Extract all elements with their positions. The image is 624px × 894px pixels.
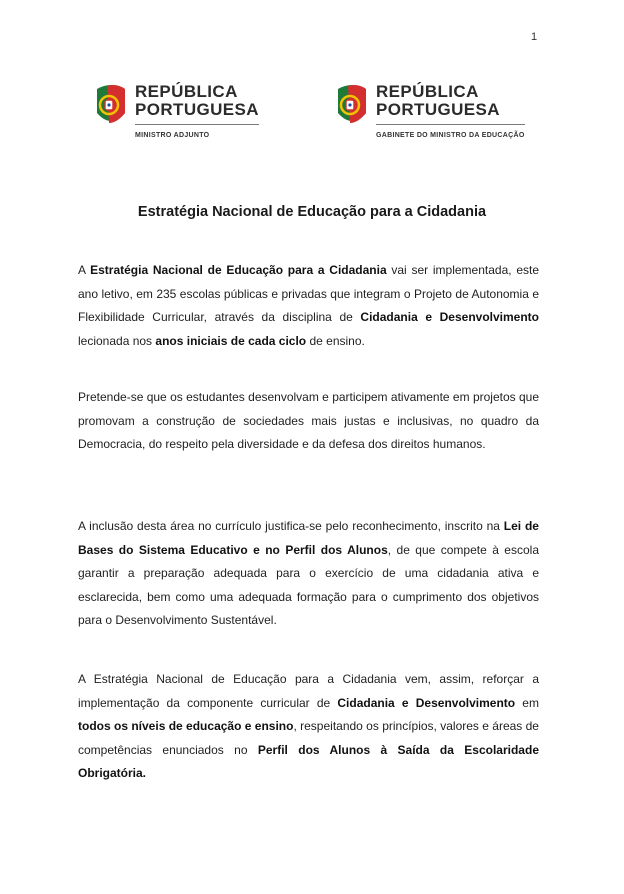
bold-run: Estratégia Nacional de Educação para a Cidadania [90, 263, 387, 277]
document-title: Estratégia Nacional de Educação para a Cidadania [137, 204, 487, 220]
logo-subtitle: MINISTRO ADJUNTO [135, 132, 210, 139]
bold-run: Cidadania e Desenvolvimento [337, 695, 516, 710]
page-number: 1 [531, 31, 538, 43]
text-run: de ensino. [306, 333, 365, 348]
logo-line-portuguesa: PORTUGUESA [376, 100, 500, 119]
text-run: lecionada nos [78, 333, 156, 348]
bold-run: todos os níveis de educação e ensino [78, 719, 294, 733]
bold-run: anos iniciais de cada ciclo [155, 333, 307, 348]
paragraph-1 [78, 259, 539, 353]
paragraph-3 [78, 515, 539, 633]
text-run: A Estratégia Nacional de Educação para a Cidadania vem, assim, reforçar a implementação da componente curricular de [78, 672, 539, 710]
bold-run: Lei de Bases do Sistema Educativo e no Perfil dos Alunos [78, 519, 539, 557]
text-run: vai ser implementada, este ano letivo, em 235 escolas públicas e privadas que integram o Projeto de Autonomia e Flexibilidade Curricular, através da disciplina de [78, 263, 539, 324]
text-run: em [515, 695, 539, 710]
bold-run: Perfil dos Alunos à Saída da Escolaridade Obrigatória. [78, 742, 539, 780]
paragraph-2: Pretende-se que os estudantes desenvolvam e participem ativamente em projetos que promovam a construção de sociedades mais justas e inclusivas, no quadro da Democracia, do respeito pela diversidade e da defesa dos direitos humanos. [78, 390, 539, 451]
logo-line-republica: REPÚBLICA [376, 82, 479, 101]
logo-subtitle: GABINETE DO MINISTRO DA EDUCAÇÃO [376, 132, 525, 139]
logo-divider [135, 124, 259, 125]
portuguese-flag-emblem-icon [334, 83, 370, 127]
text-run: , de que compete à escola garantir a preparação adequada para o exercício de uma cidadania ativa e esclarecida, bem como uma adequada formação para o cumprimento dos objetivos para o Desenvolvimento Sustentável. [78, 542, 539, 627]
logo-republica-portuguesa-gabinete-educacao [334, 83, 525, 139]
paragraph-4 [78, 668, 539, 786]
text-run: A [78, 263, 91, 277]
bold-run: Cidadania e Desenvolvimento [360, 310, 539, 324]
portuguese-flag-emblem-icon [93, 83, 129, 127]
logo-line-portuguesa: PORTUGUESA [135, 100, 259, 119]
logo-divider [376, 124, 525, 125]
text-run: A inclusão desta área no currículo justifica-se pelo reconhecimento, inscrito na [78, 519, 504, 533]
logo-line-republica: REPÚBLICA [135, 82, 238, 101]
text-run: , respeitando os princípios, valores e áreas de competências enunciados no [78, 719, 539, 757]
logo-republica-portuguesa-ministro-adjunto [93, 83, 259, 139]
